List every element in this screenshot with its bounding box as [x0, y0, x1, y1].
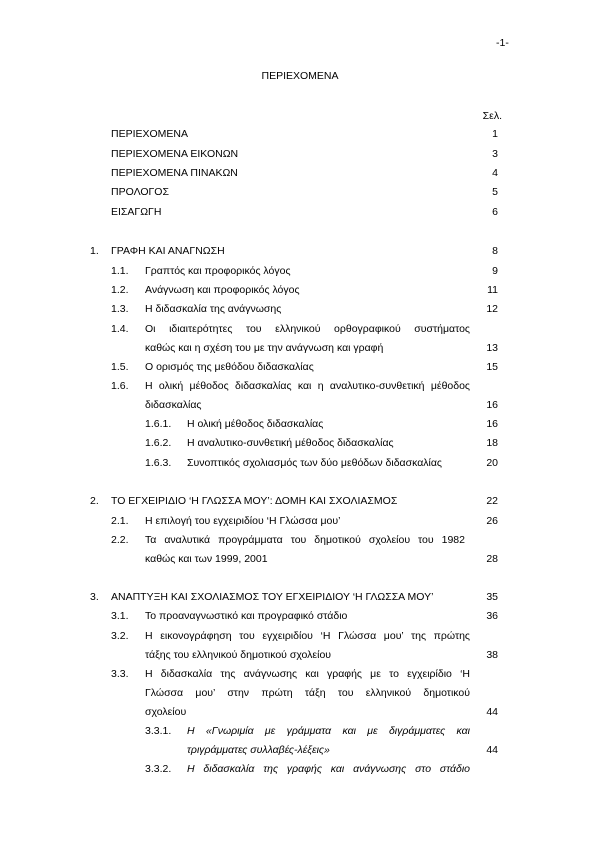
toc-entry-text: Η διδασκαλία της γραφής και ανάγνωσης στο στάδιο	[187, 763, 470, 775]
toc-entry-page: 13	[486, 342, 498, 354]
toc-section[interactable]	[0, 303, 600, 317]
toc-entry-text: Ανάγνωση και προφορικός λόγος	[145, 284, 300, 296]
toc-entry-number: 1.6.	[111, 380, 129, 392]
toc-entry-page: 26	[486, 515, 498, 527]
toc-entry-page: 18	[486, 437, 498, 449]
toc-entry-page: 8	[492, 245, 498, 257]
toc-entry-page: 28	[486, 553, 498, 565]
toc-entry-text: ΠΕΡΙΕΧΟΜΕΝΑ ΠΙΝΑΚΩΝ	[111, 167, 238, 179]
toc-entry[interactable]	[0, 206, 600, 220]
toc-entry-text: ΑΝΑΠΤΥΞΗ ΚΑΙ ΣΧΟΛΙΑΣΜΟΣ ΤΟΥ ΕΓΧΕΙΡΙΔΙΟΥ ‘Η ΓΛΩΣΣΑ ΜΟΥ’	[111, 591, 434, 603]
toc-entry-number: 2.	[90, 495, 99, 507]
toc-section[interactable]	[0, 284, 600, 298]
page-column-label: Σελ.	[482, 110, 502, 122]
toc-entry-text: Η ολική μέθοδος διδασκαλίας και η αναλυτικο-συνθετική μέθοδος	[145, 380, 470, 392]
toc-entry-text: ΕΙΣΑΓΩΓΗ	[111, 206, 162, 218]
toc-subsection[interactable]	[0, 725, 600, 739]
toc-entry[interactable]	[0, 128, 600, 142]
toc-chapter[interactable]	[0, 591, 600, 605]
toc-entry-number: 3.3.1.	[145, 725, 172, 737]
toc-entry-text: Η διδασκαλία της ανάγνωσης	[145, 303, 282, 315]
toc-entry-number: 1.6.1.	[145, 418, 172, 430]
toc-entry[interactable]	[0, 186, 600, 200]
toc-entry-page: 9	[492, 265, 498, 277]
toc-entry-number: 1.5.	[111, 361, 129, 373]
toc-entry-number: 1.2.	[111, 284, 129, 296]
toc-entry-page: 3	[492, 148, 498, 160]
toc-section-continued[interactable]	[0, 399, 600, 413]
toc-section[interactable]	[0, 668, 600, 682]
toc-entry-text: ΠΡΟΛΟΓΟΣ	[111, 186, 169, 198]
toc-entry-number: 1.6.2.	[145, 437, 172, 449]
toc-entry-page: 11	[487, 284, 498, 296]
toc-section[interactable]	[0, 265, 600, 279]
toc-entry-text: Τα αναλυτικά προγράμματα του δημοτικού σχολείου του 1982	[145, 534, 465, 546]
toc-chapter[interactable]	[0, 245, 600, 259]
toc-section-continued[interactable]	[0, 706, 600, 720]
toc-entry-page: 5	[492, 186, 498, 198]
toc-entry-text: Η επιλογή του εγχειριδίου ‘Η Γλώσσα μου’	[145, 515, 341, 527]
toc-entry-number: 3.	[90, 591, 99, 603]
toc-entry-page: 4	[492, 167, 498, 179]
toc-entry-page: 20	[486, 457, 498, 469]
toc-entry-number: 1.4.	[111, 323, 129, 335]
toc-entry-text-line2: καθώς και των 1999, 2001	[145, 553, 268, 565]
toc-subsection[interactable]	[0, 457, 600, 471]
toc-entry-number: 2.1.	[111, 515, 129, 527]
toc-entry-text: Η εικονογράφηση του εγχειριδίου ‘Η Γλώσσα μου’ της πρώτης	[145, 630, 470, 642]
toc-entry-number: 3.1.	[111, 610, 129, 622]
toc-entry-text: Η αναλυτικο-συνθετική μέθοδος διδασκαλίας	[187, 437, 394, 449]
toc-entry-text: ΤΟ ΕΓΧΕΙΡΙΔΙΟ ‘Η ΓΛΩΣΣΑ ΜΟΥ’: ΔΟΜΗ ΚΑΙ ΣΧΟΛΙΑΣΜΟΣ	[111, 495, 398, 507]
toc-section-continued[interactable]	[0, 687, 600, 701]
toc-entry-number: 3.2.	[111, 630, 129, 642]
toc-section-continued[interactable]	[0, 553, 600, 567]
toc-section[interactable]	[0, 630, 600, 644]
toc-subsection[interactable]	[0, 437, 600, 451]
toc-entry-text: ΠΕΡΙΕΧΟΜΕΝΑ	[111, 128, 189, 140]
toc-entry[interactable]	[0, 167, 600, 181]
toc-entry-text: ΠΕΡΙΕΧΟΜΕΝΑ ΕΙΚΟΝΩΝ	[111, 148, 239, 160]
toc-entry-page: 22	[486, 495, 498, 507]
toc-entry-page: 36	[486, 610, 498, 622]
toc-entry-page: 35	[486, 591, 498, 603]
page-column-header	[0, 110, 600, 124]
toc-entry-page: 6	[492, 206, 498, 218]
toc-section-continued[interactable]	[0, 342, 600, 356]
toc-section[interactable]	[0, 610, 600, 624]
toc-entry-number: 3.3.2.	[145, 763, 172, 775]
toc-entry-number: 3.3.	[111, 668, 129, 680]
toc-subsection[interactable]	[0, 418, 600, 432]
toc-entry-number: 2.2.	[111, 534, 129, 546]
toc-entry-page: 15	[486, 361, 498, 373]
toc-subsection[interactable]	[0, 763, 600, 777]
toc-chapter[interactable]	[0, 495, 600, 509]
toc-section[interactable]	[0, 534, 600, 548]
toc-entry-page: 44	[486, 744, 498, 756]
toc-entry-page: 44	[486, 706, 498, 718]
toc-section[interactable]	[0, 323, 600, 337]
toc-entry-text: Οι ιδιαιτερότητες του ελληνικού ορθογραφικού συστήματος	[145, 323, 470, 335]
toc-entry-text: Η διδασκαλία της ανάγνωσης και γραφής με το εγχειρίδιο ‘Η	[145, 668, 470, 680]
toc-entry-page: 16	[486, 399, 498, 411]
toc-entry-number: 1.6.3.	[145, 457, 172, 469]
toc-entry-page: 38	[486, 649, 498, 661]
toc-entry-text: ΓΡΑΦΗ ΚΑΙ ΑΝΑΓΝΩΣΗ	[111, 245, 225, 257]
toc-entry-text: Ο ορισμός της μεθόδου διδασκαλίας	[145, 361, 314, 373]
toc-entry-number: 1.1.	[111, 265, 129, 277]
toc-section-continued[interactable]	[0, 649, 600, 663]
toc-entry-text-line2: Γλώσσα μου’ στην πρώτη τάξη του ελληνικού δημοτικού	[145, 687, 470, 699]
page-title: ΠΕΡΙΕΧΟΜΕΝΑ	[261, 70, 339, 82]
toc-entry-page: 1	[492, 128, 498, 140]
toc-subsection-continued[interactable]	[0, 744, 600, 758]
toc-entry-text: Το προαναγνωστικό και προγραφικό στάδιο	[145, 610, 348, 622]
toc-entry-number: 1.	[90, 245, 99, 257]
toc-entry-text: Γραπτός και προφορικός λόγος	[145, 265, 291, 277]
toc-section[interactable]	[0, 515, 600, 529]
toc-entry-page: 16	[486, 418, 498, 430]
toc-entry-text-line2: διδασκαλίας	[145, 399, 202, 411]
toc-entry-text: Συνοπτικός σχολιασμός των δύο μεθόδων διδασκαλίας	[187, 457, 442, 469]
toc-entry-page: 12	[486, 303, 498, 315]
toc-entry-number: 1.3.	[111, 303, 129, 315]
toc-entry[interactable]	[0, 148, 600, 162]
toc-entry-text-line3: σχολείου	[145, 706, 187, 718]
toc-section[interactable]	[0, 361, 600, 375]
page-number: -1-	[496, 37, 509, 49]
toc-entry-text: Η ολική μέθοδος διδασκαλίας	[187, 418, 324, 430]
toc-entry-text-line2: τάξης του ελληνικού δημοτικού σχολείου	[145, 649, 332, 661]
toc-section[interactable]	[0, 380, 600, 394]
toc-entry-text-line2: καθώς και η σχέση του με την ανάγνωση και γραφή	[145, 342, 384, 354]
toc-entry-text: Η «Γνωριμία με γράμματα και με διγράμματες και	[187, 725, 470, 737]
toc-entry-text-line2: τριγράμματες συλλαβές-λέξεις»	[187, 744, 330, 756]
